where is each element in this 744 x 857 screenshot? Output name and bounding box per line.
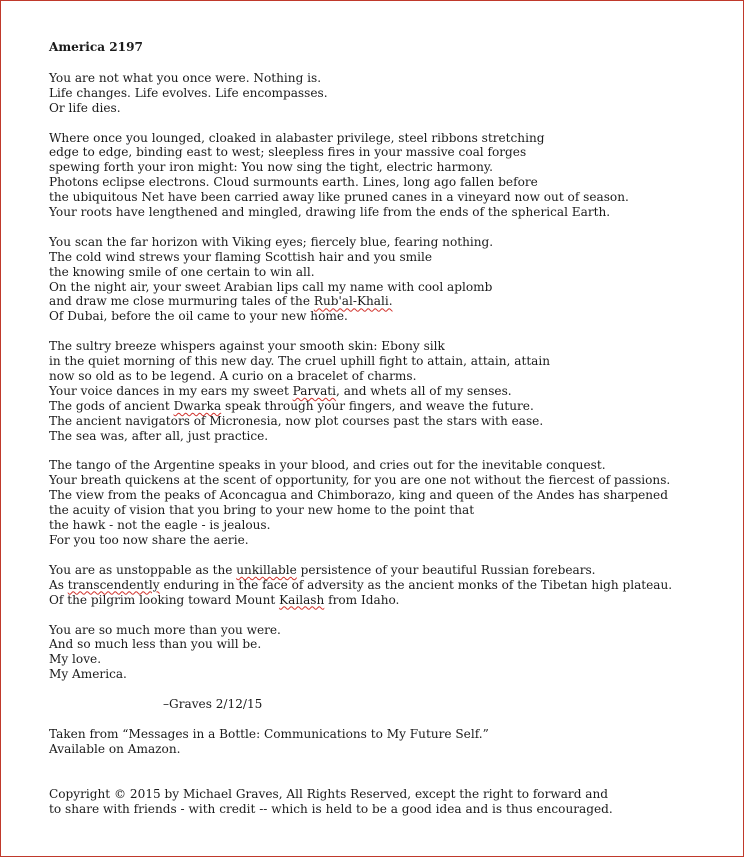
poem-line: You scan the far horizon with Viking eyes; fiercely blue, fearing nothing. xyxy=(49,234,494,249)
poem-line xyxy=(49,384,739,399)
poem-line: You are so much more than you were. xyxy=(49,622,281,637)
poem-line: The sultry breeze whispers against your smooth skin: Ebony silk xyxy=(49,339,445,354)
poem-line xyxy=(49,563,739,578)
poem-line: The tango of the Argentine speaks in your blood, and cries out for the inevitable conquest. xyxy=(49,458,606,473)
signature: –Graves 2/12/15 xyxy=(163,697,263,712)
poem-line: Your roots have lengthened and mingled, drawing life from the ends of the spherical Earth. xyxy=(49,205,611,220)
poem-line xyxy=(49,593,739,608)
poem-line: My love. xyxy=(49,652,102,667)
poem-line: And so much less than you will be. xyxy=(49,637,262,652)
poem-line: Where once you lounged, cloaked in alabaster privilege, steel ribbons stretching xyxy=(49,130,545,145)
text-run: The gods of ancient xyxy=(49,398,174,413)
poem-line: Your breath quickens at the scent of opportunity, for you are one not without the fiercest of passions. xyxy=(49,473,671,488)
stanza-1 xyxy=(49,71,739,116)
poem-line: The sea was, after all, just practice. xyxy=(49,428,269,443)
text-run: Of the pilgrim looking toward Mount xyxy=(49,592,280,607)
poem-line: the ubiquitous Net have been carried away like pruned canes in a vineyard now out of season. xyxy=(49,190,629,205)
poem-line: Or life dies. xyxy=(49,100,121,115)
poem-line: Of Dubai, before the oil came to your new home. xyxy=(49,309,348,324)
copyright-notice xyxy=(49,787,739,817)
stanza-3 xyxy=(49,235,739,324)
poem-line: the hawk - not the eagle - is jealous. xyxy=(49,518,271,533)
source-line: Available on Amazon. xyxy=(49,741,181,756)
poem-line: On the night air, your sweet Arabian lips call my name with cool aplomb xyxy=(49,279,493,294)
poem-line: For you too now share the aerie. xyxy=(49,532,249,547)
text-run: , and whets all of my senses. xyxy=(336,383,512,398)
poem-line xyxy=(49,578,739,593)
poem-line: The ancient navigators of Micronesia, now plot courses past the stars with ease. xyxy=(49,413,544,428)
poem-line: edge to edge, binding east to west; sleepless fires in your massive coal forges xyxy=(49,145,527,160)
poem-line: The cold wind strews your flaming Scottish hair and you smile xyxy=(49,249,433,264)
stanza-2 xyxy=(49,131,739,220)
source-note xyxy=(49,727,739,757)
stanza-7 xyxy=(49,623,739,683)
stanza-4 xyxy=(49,339,739,443)
poem-line: the acuity of vision that you bring to your new home to the point that xyxy=(49,503,475,518)
text-run: As xyxy=(49,577,68,592)
poem-line: in the quiet morning of this new day. The cruel uphill fight to attain, attain, attain xyxy=(49,354,551,369)
spellcheck-flagged-word: Rub'al-Khali. xyxy=(313,294,393,309)
poem-line xyxy=(49,294,739,309)
spellcheck-flagged-word: Dwarka xyxy=(173,398,222,413)
poem-body xyxy=(49,40,739,817)
poem-line: the knowing smile of one certain to win all. xyxy=(49,264,315,279)
poem-line xyxy=(49,399,739,414)
text-run: You are as unstoppable as the xyxy=(49,562,237,577)
spellcheck-flagged-word: transcendently xyxy=(67,577,160,592)
text-run: enduring in the face of adversity as the ancient monks of the Tibetan high plateau. xyxy=(159,577,673,592)
poem-line: My America. xyxy=(49,667,127,682)
spellcheck-flagged-word: Parvati xyxy=(292,383,337,398)
poem-line: Life changes. Life evolves. Life encompasses. xyxy=(49,85,328,100)
poem-line: now so old as to be legend. A curio on a bracelet of charms. xyxy=(49,369,417,384)
source-line: Taken from “Messages in a Bottle: Communications to My Future Self.” xyxy=(49,726,489,741)
text-run: persistence of your beautiful Russian forebears. xyxy=(296,562,596,577)
text-run: Your voice dances in my ears my sweet xyxy=(49,383,293,398)
poem-line: Photons eclipse electrons. Cloud surmounts earth. Lines, long ago fallen before xyxy=(49,175,538,190)
stanza-6 xyxy=(49,563,739,608)
stanza-5 xyxy=(49,458,739,547)
spellcheck-flagged-word: unkillable xyxy=(236,562,297,577)
copyright-line: Copyright © 2015 by Michael Graves, All Rights Reserved, except the right to forward and xyxy=(49,786,609,801)
poem-line: spewing forth your iron might: You now sing the tight, electric harmony. xyxy=(49,160,493,175)
spellcheck-flagged-word: Kailash xyxy=(279,592,325,607)
poem-line: You are not what you once were. Nothing is. xyxy=(49,70,322,85)
poem-line: The view from the peaks of Aconcagua and Chimborazo, king and queen of the Andes has sharpened xyxy=(49,488,668,503)
text-run: speak through your fingers, and weave the future. xyxy=(221,398,534,413)
copyright-line: to share with friends - with credit -- which is held to be a good idea and is thus encouraged. xyxy=(49,801,613,816)
text-run: from Idaho. xyxy=(324,592,400,607)
poem-title: America 2197 xyxy=(49,40,143,54)
text-run: and draw me close murmuring tales of the xyxy=(49,294,314,309)
